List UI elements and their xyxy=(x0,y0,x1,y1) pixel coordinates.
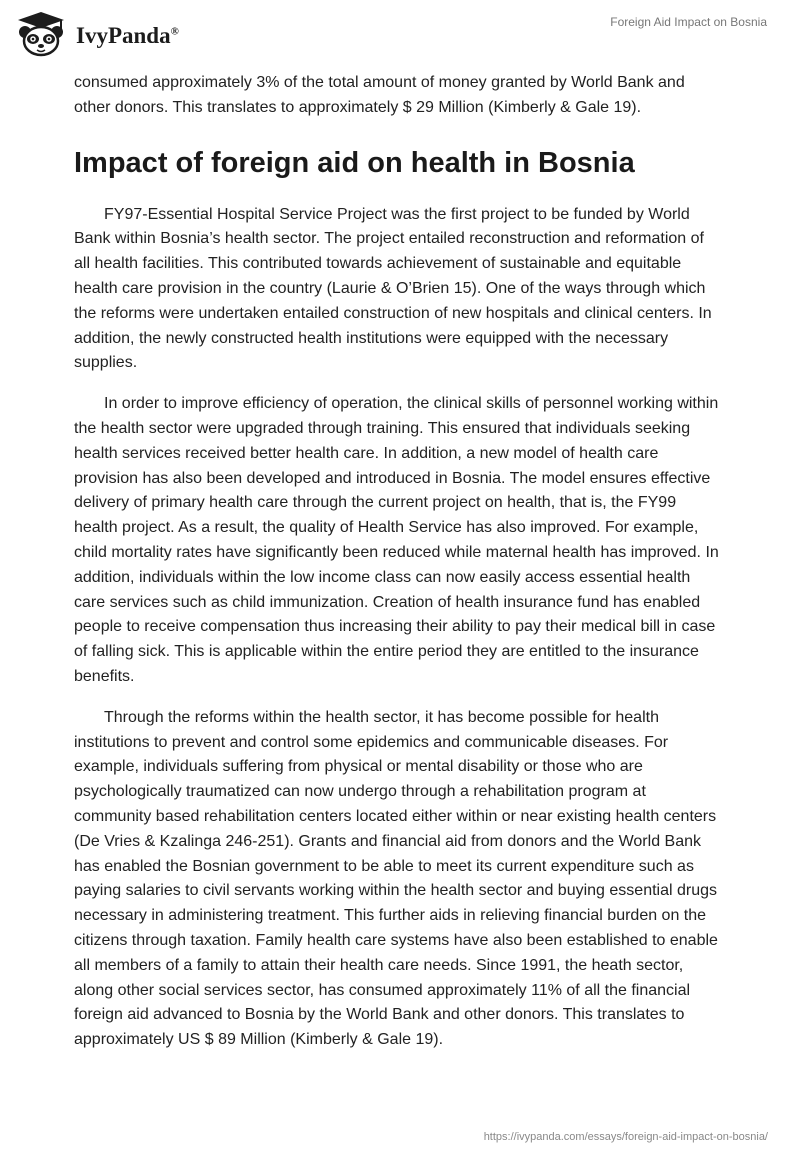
page-header xyxy=(0,0,800,70)
panda-graduate-icon xyxy=(12,10,70,58)
paragraph: FY97-Essential Hospital Service Project was the first project to be funded by World Bank within Bosnia’s health sector. The project entailed reconstruction and reformation of all health facilities. This contributed towards achievement of sustainable and equitable health care provision in the country (Laurie & O’Brien 15). One of the ways through which the reforms were undertaken entailed construction of new hospitals and clinical centers. In addition, the newly constructed health institutions were equipped with the necessary supplies. xyxy=(74,205,712,372)
paragraph: Through the reforms within the health sector, it has become possible for health institutions to prevent and control some epidemics and communicable diseases. For example, individuals suffering from physical or mental disability or those who are psychologically traumatized can now undergo through a rehabilitation program at community based rehabilitation centers located either within or near existing health centers (De Vries & Kzalinga 246-251). Grants and financial aid from donors and the World Bank has enabled the Bosnian government to be able to meet its current expenditure such as paying salaries to civil servants working within the health sector and buying essential drugs necessary in administering treatment. This further aids in relieving financial burden on the citizens through taxation. Family health care systems have also been established to enable all members of a family to attain their health care needs. Since 1991, the heath sector, along other social services sector, has consumed approximately 11% of all the financial foreign aid advanced to Bosnia by the World Bank and other donors. This translates to approximately US $ 89 Million (Kimberly & Gale 19). xyxy=(74,708,718,1049)
intro-paragraph: consumed approximately 3% of the total amount of money granted by World Bank and other donors. This translates to approximately $ 29 Million (Kimberly & Gale 19). xyxy=(74,74,685,116)
brand-logo[interactable] xyxy=(12,10,179,58)
section-heading: Impact of foreign aid on health in Bosnia xyxy=(74,146,635,179)
source-url[interactable]: https://ivypanda.com/essays/foreign-aid-impact-on-bosnia/ xyxy=(483,1131,768,1143)
paragraph: In order to improve efficiency of operation, the clinical skills of personnel working within the health sector were upgraded through training. This ensured that individuals seeking health services received better health care. In addition, a new model of health care provision has also been developed and introduced in Bosnia. The model ensures effective delivery of primary health care through the current project on health, that is, the FY99 health project. As a result, the quality of Health Service has also improved. For example, child mortality rates have significantly been reduced while maternal health has improved. In addition, individuals within the low income class can now easily access essential health care services such as child immunization. Creation of health insurance fund has enabled people to receive compensation thus increasing their ability to pay their medical bill in case of falling sick. This is applicable within the entire period they are entitled to the insurance benefits. xyxy=(74,395,719,685)
article-body xyxy=(74,71,724,1069)
document-title: Foreign Aid Impact on Bosnia xyxy=(610,15,767,29)
brand-name: IvyPanda® xyxy=(76,23,179,48)
